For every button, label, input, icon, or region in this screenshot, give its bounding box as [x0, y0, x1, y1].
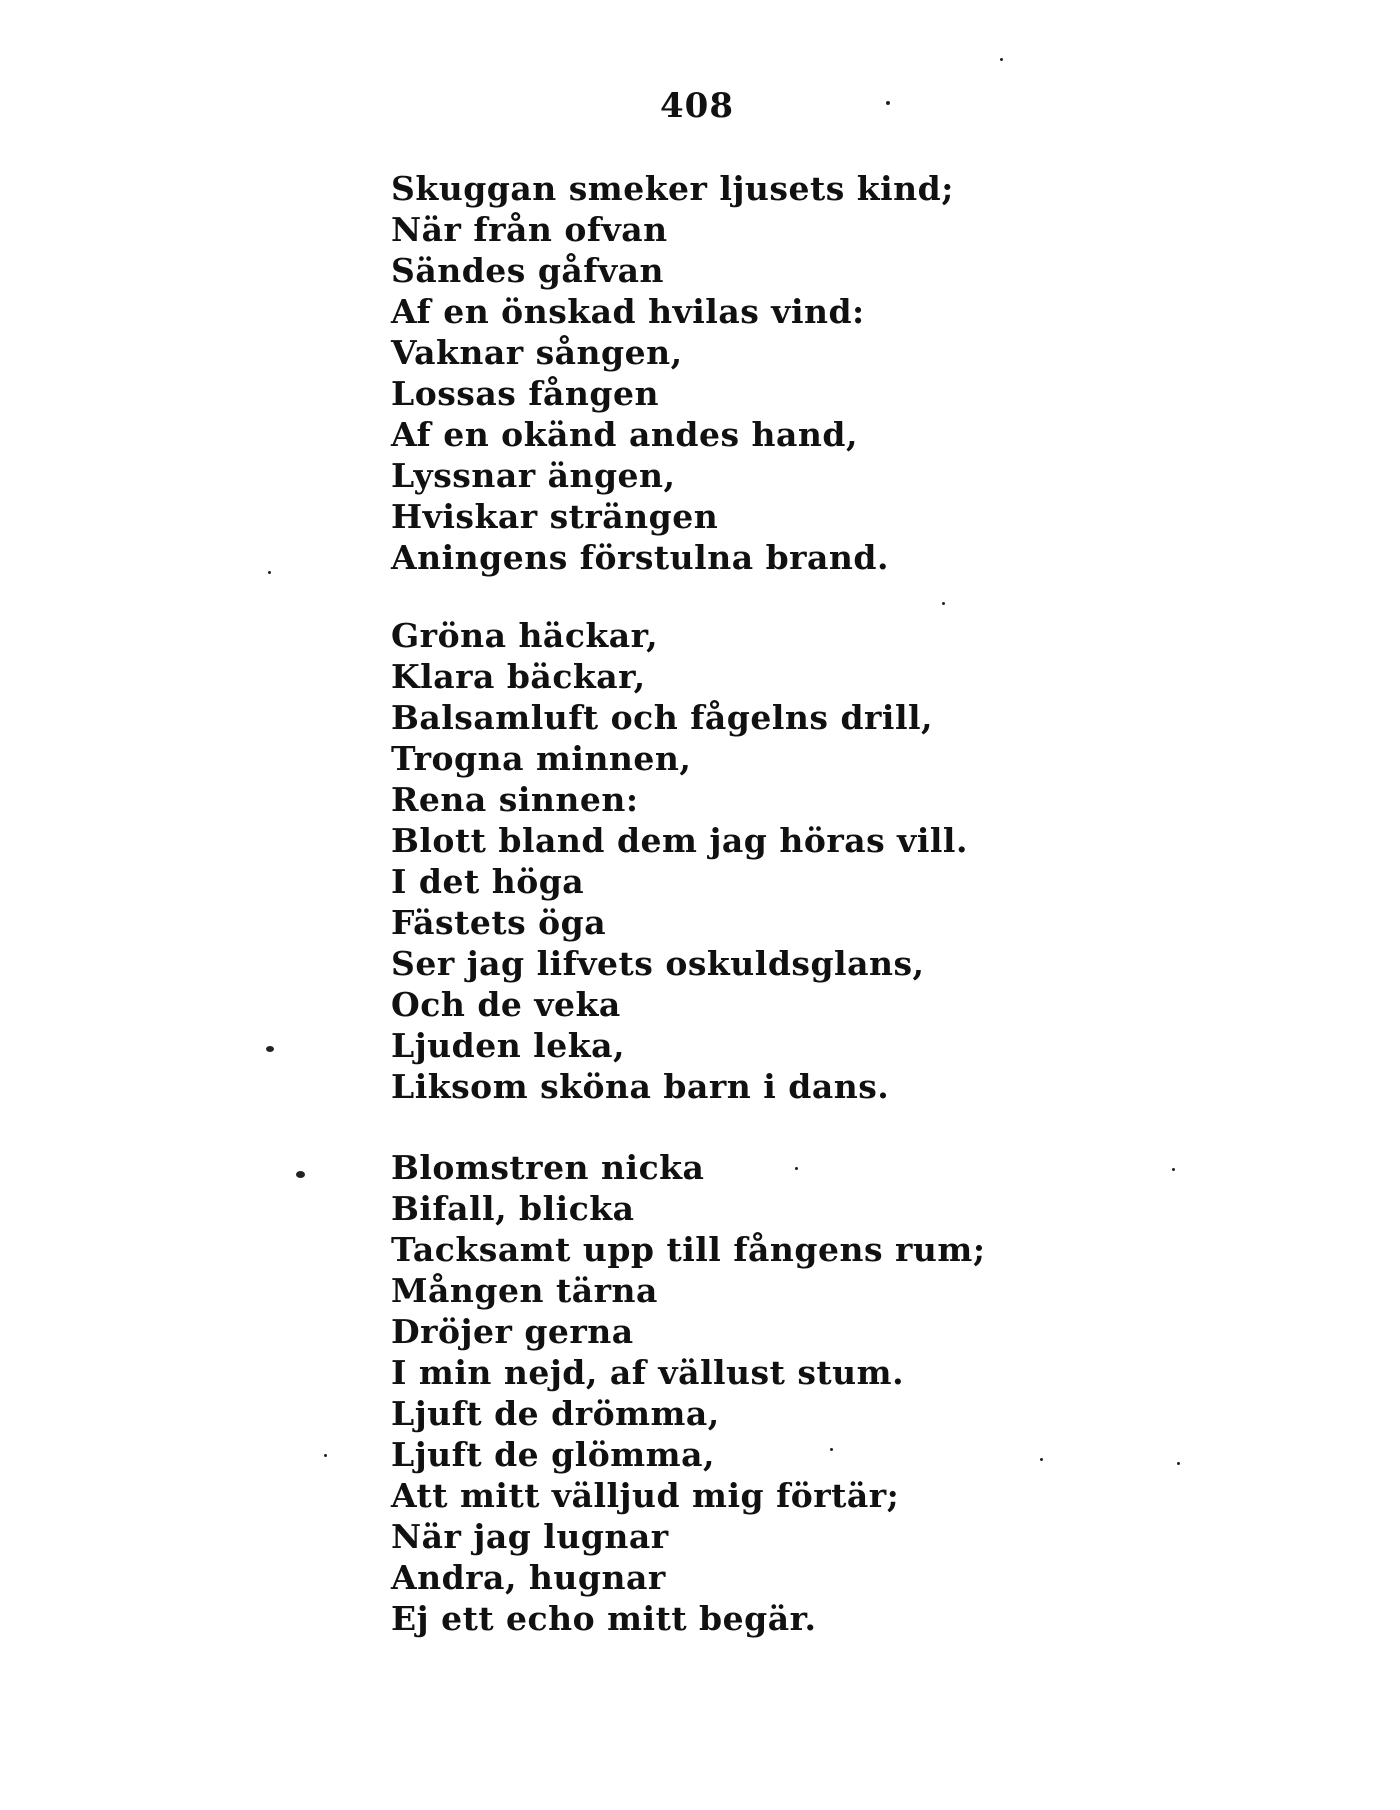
poem-line: Fästets öga	[391, 903, 607, 942]
poem-line: Af en okänd andes hand,	[391, 415, 858, 454]
poem-line: Andra, hugnar	[391, 1558, 666, 1597]
scan-speck	[266, 1046, 274, 1052]
poem-line: Tacksamt upp till fångens rum;	[391, 1230, 986, 1269]
stanza-1	[391, 168, 954, 578]
poem-line: Ljuft de glömma,	[391, 1435, 715, 1474]
scan-speck	[942, 602, 945, 605]
scan-speck	[1000, 58, 1003, 61]
poem-line: Liksom sköna barn i dans.	[391, 1067, 890, 1106]
poem-line: Aningens förstulna brand.	[391, 538, 889, 577]
scan-speck	[268, 571, 271, 574]
poem-line: Ser jag lifvets oskuldsglans,	[391, 944, 925, 983]
poem-line: Klara bäckar,	[391, 657, 646, 696]
poem-line: Att mitt välljud mig förtär;	[391, 1476, 900, 1515]
poem-line: Balsamluft och fågelns drill,	[391, 698, 934, 737]
poem-line: Ljuft de drömma,	[391, 1394, 720, 1433]
poem-line: Skuggan smeker ljusets kind;	[391, 169, 954, 208]
poem-line: Af en önskad hvilas vind:	[391, 292, 865, 331]
poem-line: Bifall, blicka	[391, 1189, 635, 1228]
poem-line: Trogna minnen,	[391, 739, 692, 778]
page-number: 408	[660, 86, 734, 126]
poem-line: Ej ett echo mitt begär.	[391, 1599, 817, 1638]
scan-speck	[296, 1171, 305, 1178]
poem-line: Blomstren nicka	[391, 1148, 705, 1187]
poem-line: Lossas fången	[391, 374, 659, 413]
poem-line: Hviskar strängen	[391, 497, 719, 536]
poem-line: Gröna häckar,	[391, 616, 659, 655]
scan-speck	[830, 1448, 833, 1451]
poem-line: Vaknar sången,	[391, 333, 683, 372]
scan-speck	[795, 1167, 798, 1170]
poem-line: Rena sinnen:	[391, 780, 639, 819]
poem-line: När jag lugnar	[391, 1517, 669, 1556]
scan-speck	[1172, 1168, 1175, 1171]
poem-line: Ljuden leka,	[391, 1026, 625, 1065]
scan-speck	[886, 101, 890, 105]
poem-line: Dröjer gerna	[391, 1312, 634, 1351]
poem-line: I min nejd, af vällust stum.	[391, 1353, 905, 1392]
poem-line: Lyssnar ängen,	[391, 456, 676, 495]
poem-line: Blott bland dem jag höras vill.	[391, 821, 968, 860]
poem-line: När från ofvan	[391, 210, 668, 249]
poem-line: Sändes gåfvan	[391, 251, 665, 290]
poem-line: I det höga	[391, 862, 585, 901]
stanza-2	[391, 615, 968, 1107]
stanza-3	[391, 1147, 986, 1639]
poem-line: Och de veka	[391, 985, 621, 1024]
scan-speck	[1177, 1462, 1180, 1465]
poem-line: Mången tärna	[391, 1271, 658, 1310]
scan-speck	[324, 1454, 327, 1457]
scan-speck	[1040, 1458, 1043, 1461]
